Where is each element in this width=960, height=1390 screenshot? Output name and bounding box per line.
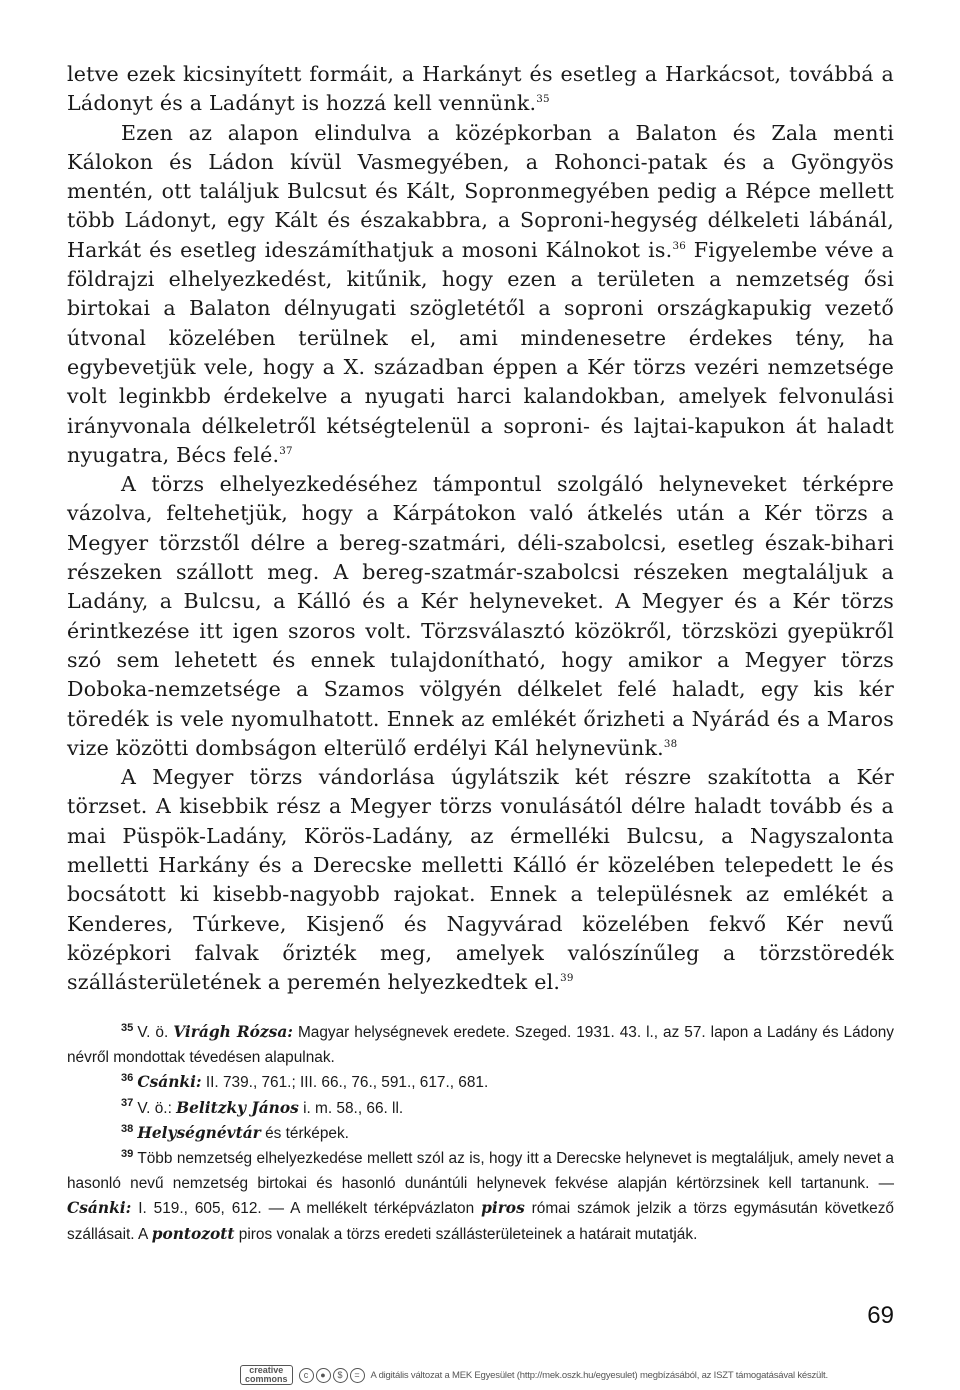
body-text bbox=[67, 60, 894, 998]
footnote-ref[interactable]: 35 bbox=[536, 93, 550, 106]
footnote-number: 36 bbox=[121, 1072, 134, 1085]
paragraph: Ezen az alapon elindulva a középkorban a Balaton és Zala menti Kálokon és Ládon kívül Vasmegyében, a Rohonci-patak és a Gyöngyös mentén, ott találjuk Bulcsut és Kált, Sopronmegyében pedig a Répce mellett több Ládonyt, egy Kált és északabbra, a Soproni-hegység délkeleti lábánál, Harkát és esetleg ideszámíthatjuk a mosoni Kálnokot is.$^{36}$ Figyelembe véve a földrajzi elhelyezkedést, kitűnik, hogy ezen a területen a nemzetség ősi birtokai a Balaton délnyugati szögletétől a soproni országkapukig vezető útvonal közelében terülnek el, ami mindenesetre érdekes tény, ha egybevetjük vele, hogy a X. században éppen a Kér törzs vezéri nemzetsége volt leginkbb érdekelve a nyugati harci kalandokban, amelyek felvonulási irányvonala délkeletről kétségtelenül a soproni- és lajtai-kapukon át haladt nyugatra, Bécs felé.$^{37}$ bbox=[67, 120, 895, 467]
cc-icon: c bbox=[299, 1368, 314, 1383]
footnote-number: 35 bbox=[121, 1021, 134, 1034]
footnote-author: Belitzky János bbox=[176, 1098, 299, 1117]
footnote-ref[interactable]: 36 bbox=[672, 239, 686, 252]
paragraph: A Megyer törzs vándorlása úgylátszik két részre szakította a Kér törzset. A kisebbik rész a Megyer törzs vonulásától délre haladt tovább és a mai Püspök-Ladány, Körös-Ladány, az érmelléki Bulcsu, a Nagyszalonta melletti Harkány és a Derecske melletti Kálló ér közelében telepedett le és bocsátott ki kisebb-nagyobb rajokat. Ennek a településnek az emlékét a Kenderes, Túrkeve, Kisjenő és Nagyvárad közelében fekvő Kér nevű középkori falvak őrizték meg, amelyek valószínűleg a törzstöredék szállásterületének a peremén helyezkedtek el.$^{39}$ bbox=[67, 765, 894, 995]
footnote-author: Csánki: bbox=[67, 1199, 132, 1218]
creative-commons-logo[interactable]: creative commons bbox=[240, 1365, 293, 1385]
footnote-ref[interactable]: 37 bbox=[279, 445, 293, 457]
license-icons bbox=[299, 1368, 365, 1383]
license-footer bbox=[240, 1364, 828, 1386]
footnote: $^{35}$ V. ö. Virágh Rózsa: Magyar helységnevek eredete. Szeged. 1931. 43. l., az 57. lapon a Ladány és Ládony névről mondottak tévedésen alapulnak. bbox=[67, 1021, 895, 1067]
footnote-number: 38 bbox=[121, 1122, 134, 1135]
footnote: $^{39}$ Több nemzetség elhelyezkedése mellett szól az is, hogy itt a Derecske helynevet is megtaláljuk, amely nevet a hasonló nevű nemzetség birtokai és hasonló dunántúli helynevek fekvése alapján kértörzsinek kell tartanunk. — Csánki: I. 519., 605, 612. — A mellékelt térképvázlaton piros római számok jelzik a törzs egymásután következő szállásait. A pontozott piros vonalak a törzs eredeti szállásterületeinek a határait mutatják. bbox=[67, 1147, 894, 1243]
emphasis: pontozott bbox=[151, 1224, 235, 1243]
by-icon: ● bbox=[316, 1368, 331, 1383]
nd-icon: = bbox=[350, 1368, 365, 1383]
footnote: $^{37}$ V. ö.: Belitzky János i. m. 58., 66. ll. bbox=[121, 1097, 404, 1117]
footnote-ref[interactable]: 38 bbox=[663, 737, 678, 750]
footnote: $^{36}$ Csánki: II. 739., 761.; III. 66., 76., 591., 617., 681. bbox=[121, 1072, 489, 1092]
nc-icon: $ bbox=[333, 1368, 348, 1383]
footnote-author: Virágh Rózsa: bbox=[173, 1023, 293, 1041]
paragraph: A törzs elhelyezkedéséhez támpontul szolgáló helyneveket térképre vázolva, feltehetjük, hogy a Kárpátokon való átkelés után a Kér törzs a Megyer törzstől délre a bereg-szatmári, déli-szabolcsi, esetleg észak-bihari részeken szállott meg. A bereg-szatmár-szabolcsi részeken megtaláljuk a Ladány, a Bulcsu, a Kálló és a Kér helyneveket. A Megyer és a Kér törzs érintkezése itt igen szoros volt. Törzsválasztó közökről, törzsközi gyepükről szó sem lehetett és ennek tulajdonítható, hogy amikor a Megyer törzs Doboka-nemzetsége a Szamos völgyén délkelet felé haladt, egy kis kér töredék is vele nyomulhatott. Ennek az emlékét őrizheti a Nyárád és a Maros vize közötti dombságon elterülő erdélyi Kál helynevünk.$^{38}$ bbox=[67, 472, 894, 760]
footnote-number: 37 bbox=[121, 1097, 134, 1110]
footnote-number: 39 bbox=[121, 1147, 134, 1160]
footnote-author: Csánki: bbox=[137, 1073, 202, 1092]
footnote: $^{38}$ Helységnévtár és térképek. bbox=[121, 1122, 349, 1142]
paragraph: letve ezek kicsinyített formáit, a Harkányt és esetleg a Harkácsot, továbbá a Ládonyt és a Ladányt is hozzá kell vennünk.$^{35}$ bbox=[67, 62, 894, 116]
footer-note: A digitális változat a MEK Egyesület (http://mek.oszk.hu/egyesulet) megbízásából, az ISZT támogatásával készült. bbox=[370, 1369, 828, 1381]
footnote-ref[interactable]: 39 bbox=[560, 972, 574, 985]
footnote-source: Helységnévtár bbox=[137, 1123, 261, 1142]
footnotes bbox=[67, 1020, 894, 1247]
page-number: 69 bbox=[867, 1302, 894, 1329]
emphasis: piros bbox=[481, 1199, 525, 1218]
